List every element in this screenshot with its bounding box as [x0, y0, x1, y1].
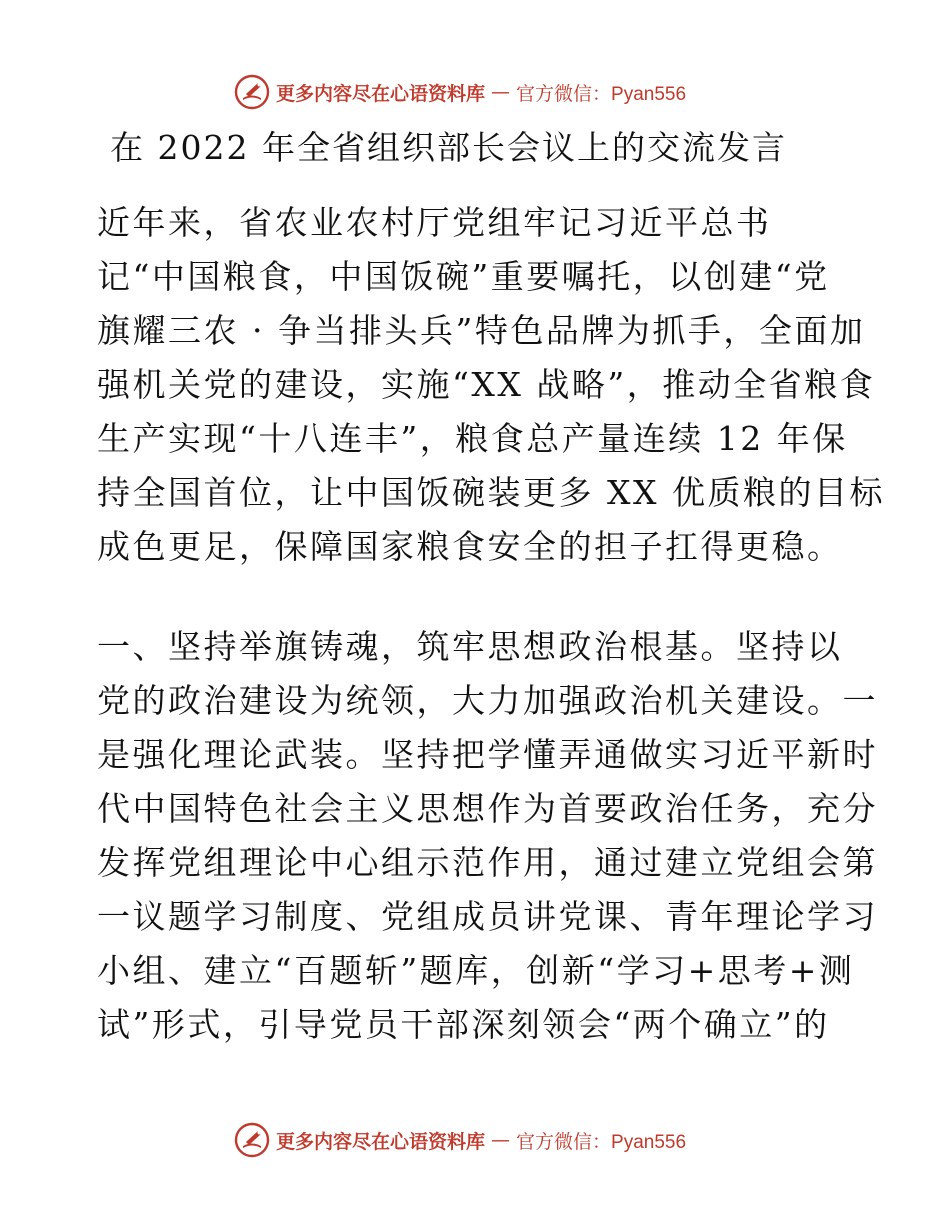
text-line: 一议题学习制度、党组成员讲党课、青年理论学习	[97, 897, 878, 936]
text-line: 发挥党组理论中心组示范作用，通过建立党组会第	[97, 843, 878, 882]
text-line: 小组、建立“百题斩”题库，创新“学习+思考+测	[97, 951, 855, 990]
text-line: 试”形式，引导党员干部深刻领会“两个确立”的	[97, 1005, 830, 1044]
text-line: 成色更足，保障国家粮食安全的担子扛得更稳。	[97, 527, 843, 566]
text-line: 代中国特色社会主义思想作为首要政治任务，充分	[97, 789, 878, 828]
watermark-separator: —	[491, 1129, 511, 1151]
text-line: 旗耀三农 · 争当排头兵”特色品牌为抓手，全面加	[97, 311, 866, 350]
watermark-contact: 官方微信：Pyan556	[516, 1131, 687, 1153]
text-line: 强机关党的建设，实施“XX 战略”，推动全省粮食	[97, 365, 876, 404]
document-title: 在 2022 年全省组织部长会议上的交流发言	[110, 128, 787, 167]
text-line: 生产实现“十八连丰”，粮食总产量连续 12 年保	[97, 419, 848, 458]
text-line: 是强化理论武装。坚持把学懂弄通做实习近平新时	[97, 735, 878, 774]
book-pen-logo-icon	[234, 74, 270, 110]
text-line: 近年来，省农业农村厅党组牢记习近平总书	[97, 203, 772, 242]
watermark-header	[234, 72, 686, 112]
watermark-text: 更多内容尽在心语资料库	[276, 1130, 486, 1153]
book-pen-logo-icon	[234, 1122, 270, 1158]
paragraph-section-one	[97, 620, 878, 1052]
text-line: 持全国首位，让中国饭碗装更多 XX 优质粮的目标	[97, 473, 885, 512]
watermark-contact: 官方微信：Pyan556	[516, 83, 687, 105]
text-line: 党的政治建设为统领，大力加强政治机关建设。一	[97, 681, 878, 720]
watermark-text: 更多内容尽在心语资料库	[276, 82, 486, 105]
text-line: 记“中国粮食，中国饭碗”重要嘱托，以创建“党	[97, 257, 830, 296]
paragraph-intro	[97, 196, 885, 574]
text-line: 一、坚持举旗铸魂，筑牢思想政治根基。坚持以	[97, 627, 843, 666]
watermark-footer	[234, 1120, 686, 1160]
watermark-separator: —	[491, 81, 511, 103]
